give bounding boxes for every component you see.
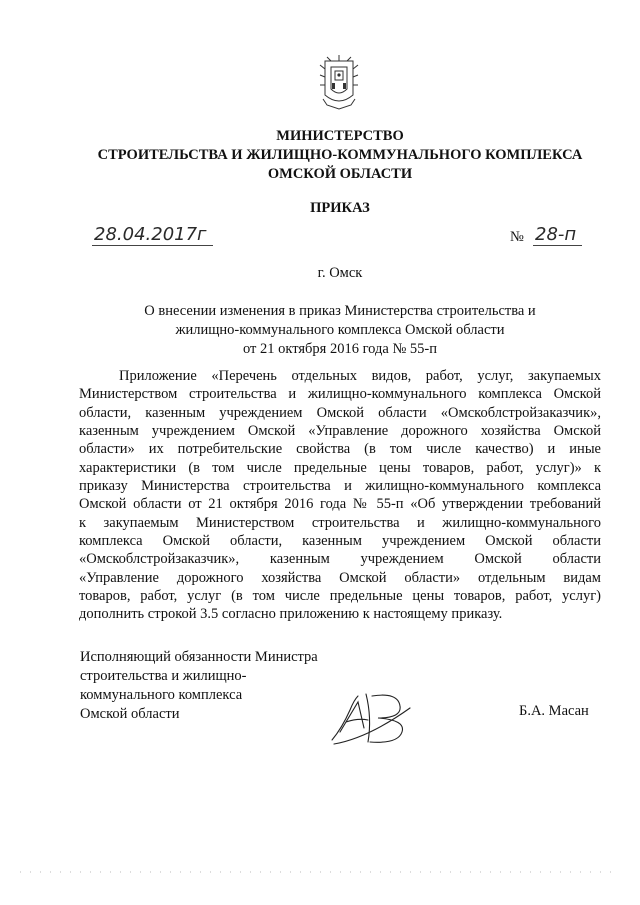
document-type: ПРИКАЗ	[310, 200, 370, 216]
body-line: казенным учреждением Омской «Управление дорожного хозяйства Омской	[79, 423, 601, 440]
body-line: к закупаемым Министерством строительства и жилищно-коммунального	[79, 514, 601, 531]
ministry-name-line1: МИНИСТЕРСТВО	[276, 128, 404, 144]
body-line: «Омскоблстройзаказчик», казенным учреждением Омской области	[79, 551, 601, 568]
order-title-line: от 21 октября 2016 года № 55-п	[242, 341, 437, 357]
order-number-label: №	[510, 229, 524, 245]
order-title	[110, 302, 570, 359]
signer-name: Б.А. Масан	[519, 703, 589, 719]
order-title-line: О внесении изменения в приказ Министерства строительства и	[144, 303, 536, 319]
order-title-line: жилищно-коммунального комплекса Омской области	[175, 322, 505, 338]
ministry-name-line3: ОМСКОЙ ОБЛАСТИ	[267, 166, 413, 182]
body-line: комплекса Омской области, казенным учреждением Омской области	[79, 533, 601, 550]
body-line: области, казенным учреждением Омской области «Омскоблстройзаказчик»,	[79, 404, 601, 421]
body-line: дополнить строкой 3.5 согласно приложению к настоящему приказу.	[79, 606, 503, 623]
body-line: Министерством строительства и жилищно-коммунального комплекса Омской	[79, 386, 601, 403]
body-line: «Управление дорожного хозяйства Омской области» отдельным видам	[79, 569, 601, 586]
scan-dotted-line	[20, 870, 620, 874]
order-date: 28.04.2017г	[92, 225, 213, 246]
ministry-name-line2: СТРОИТЕЛЬСТВА И ЖИЛИЩНО-КОММУНАЛЬНОГО КОМПЛЕКСА	[97, 147, 583, 163]
body-line: приказу Министерства строительства и жилищно-коммунального комплекса	[79, 478, 601, 495]
body-line: характеристики (в том числе предельные цены товаров, работ, услуг)» к	[79, 459, 601, 476]
signer-title-line: Исполняющий обязанности Министра	[80, 649, 318, 665]
signer-title	[80, 648, 318, 724]
body-line: Приложение «Перечень отдельных видов, работ, услуг, закупаемых	[119, 368, 601, 384]
order-body	[79, 367, 601, 624]
handwritten-signature	[328, 688, 414, 748]
body-line: Омской области от 21 октября 2016 года № 55-п «Об утверждении требований	[79, 496, 601, 513]
signer-title-line: коммунального комплекса	[80, 687, 243, 703]
order-number: 28-п	[533, 225, 582, 246]
city: г. Омск	[317, 265, 363, 281]
signer-title-line: строительства и жилищно-	[80, 668, 247, 684]
body-line: области» их потребительские свойства (в том числе качество) и иные	[79, 441, 601, 458]
body-line: товаров, работ, услуг (в том числе предельные цены товаров, работ, услуг)	[79, 588, 601, 605]
coat-of-arms-emblem	[317, 55, 361, 113]
signer-title-line: Омской области	[80, 706, 180, 722]
